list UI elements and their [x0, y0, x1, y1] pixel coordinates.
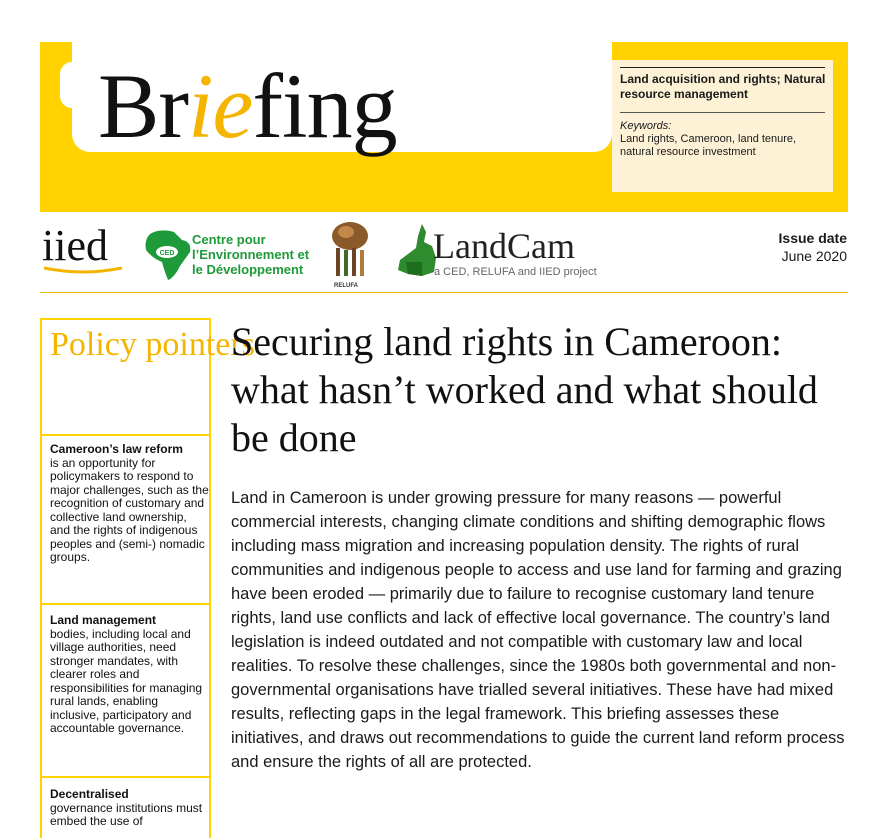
briefing-logo: Briefing [98, 55, 397, 157]
relufa-emblem-icon [328, 218, 372, 284]
keywords-label: Keywords: [620, 120, 672, 132]
landcam-logo: LandCam [433, 226, 575, 266]
policy-pointer-lead: Cameroon’s law reform [50, 442, 183, 456]
policy-pointer-item [50, 614, 210, 736]
relufa-label: RELUFA [334, 283, 358, 289]
policy-pointer-lead: Decentralised [50, 787, 129, 801]
iied-logo: iied [42, 221, 108, 270]
keywords-divider [620, 112, 825, 113]
landcam-tagline: a CED, RELUFA and IIED project [434, 266, 597, 278]
policy-pointer-divider [40, 434, 211, 436]
policy-pointer-text: is an opportunity for policymakers to respond to major challenges, such as the recognition of customary and collective land ownership, and the rights of indigenous peoples and (semi-) nomadic groups. [50, 455, 209, 564]
policy-pointers-panel [40, 318, 211, 838]
topic-heading: Land acquisition and rights; Natural resource management [620, 72, 826, 101]
article-headline: Securing land rights in Cameroon: what hasn’t worked and what should be done [231, 319, 818, 460]
policy-pointer-text: bodies, including local and village authorities, need stronger mandates, with clearer roles and responsibilities for managing rural lands, enabling inclusive, participatory and accountable governance. [50, 626, 203, 735]
topic-divider [620, 67, 825, 68]
policy-pointer-text: governance institutions must embed the use of [50, 800, 203, 828]
africa-map-icon [140, 226, 200, 284]
header-divider [40, 292, 848, 293]
policy-pointer-divider [40, 603, 211, 605]
svg-text:CED: CED [159, 250, 175, 257]
policy-pointers-title: Policy pointers [50, 326, 255, 363]
banner-notch [60, 62, 84, 108]
issue-date-label: Issue date [778, 230, 847, 246]
article-summary: Land in Cameroon is under growing pressure for many reasons — powerful commercial interests, changing climate conditions and shifting demographic flows including mass migration and increasing population density. The rights of rural communities and indigenous people to access and use land for farming and grazing have been eroded — primarily due to failure to recognise customary land tenure rights, land use conflicts and lack of effective local governance. The country’s land legislation is indeed outdated and not compatible with customary law and local realities. To resolve these challenges, since the 1980s both governmental and non-governmental organisations have trialled several initiatives. These have had mixed results, reflecting gaps in the legal framework. This briefing assesses these initiatives, and draws out recommendations to guide the current land reform process and ensure the rights of all are protected. [231, 489, 845, 771]
ced-logo-text: Centre pour l’Environnement et le Développement [192, 232, 310, 277]
keywords-list: Land rights, Cameroon, land tenure, natural resource investment [620, 133, 797, 158]
issue-date-value: June 2020 [781, 248, 847, 264]
policy-pointer-divider [40, 776, 211, 778]
iied-swoosh-icon [44, 266, 122, 274]
policy-pointer-lead: Land management [50, 613, 157, 627]
policy-pointer-item [50, 443, 210, 565]
policy-pointer-item [50, 788, 210, 829]
